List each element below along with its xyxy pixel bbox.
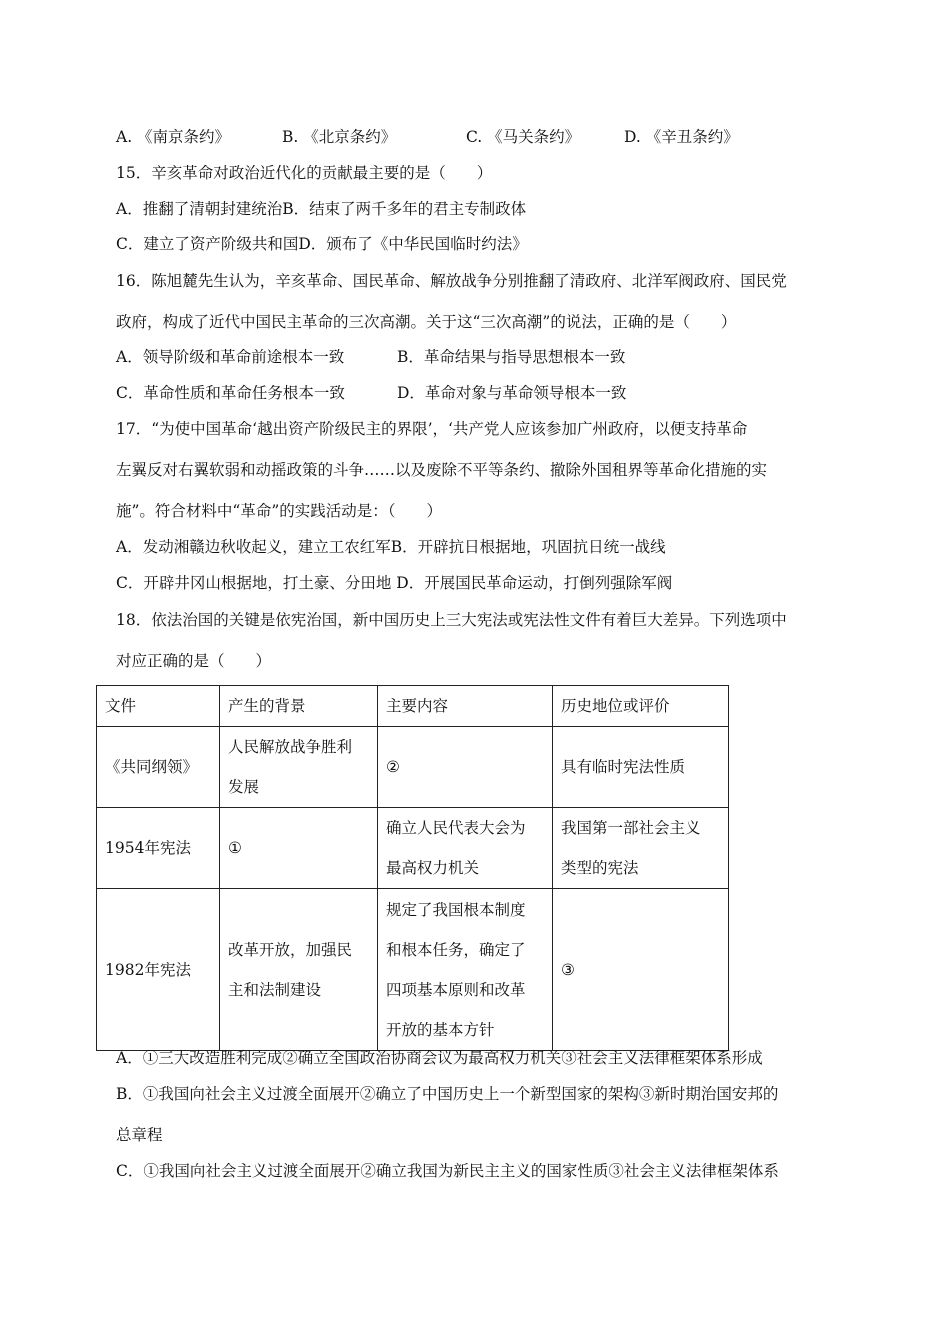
table-cell: ② [378,727,553,808]
constitution-comparison-table [96,685,729,1051]
q16-option-d: D．革命对象与革命领导根本一致 [397,384,627,402]
q14-option-b: B. 《北京条约》 [282,128,397,146]
table-cell: ① [220,808,378,889]
q17-options-cd: C．开辟井冈山根据地，打土豪、分田地 D．开展国民革命运动，打倒列强除军阀 [116,574,673,592]
q14-option-d: D. 《辛丑条约》 [624,128,739,146]
table-header-evaluation: 历史地位或评价 [553,686,729,727]
q18-option-a: A．①三大改造胜利完成②确立全国政治协商会议为最高权力机关③社会主义法律框架体系形成 [116,1049,763,1067]
table-row [97,889,729,1051]
q17-options-ab: A．发动湘赣边秋收起义，建立工农红军B．开辟抗日根据地，巩固抗日统一战线 [116,538,666,556]
table-header-row [97,686,729,727]
table-row [97,727,729,808]
table-row [97,808,729,889]
q16-option-c: C．革命性质和革命任务根本一致 [116,384,345,402]
q14-option-c: C. 《马关条约》 [466,128,581,146]
q18-option-b-line-1: B．①我国向社会主义过渡全面展开②确立了中国历史上一个新型国家的架构③新时期治国安邦的 [116,1085,779,1103]
table-header-content: 主要内容 [378,686,553,727]
q14-option-a: A. 《南京条约》 [116,128,231,146]
table-cell: 确立人民代表大会为 最高权力机关 [378,808,553,889]
q16-stem-line-2: 政府，构成了近代中国民主革命的三次高潮。关于这“三次高潮”的说法，正确的是（ ） [116,313,737,331]
table-cell: 1982年宪法 [97,889,220,1051]
q16-stem-line-1: 16．陈旭麓先生认为，辛亥革命、国民革命、解放战争分别推翻了清政府、北洋军阀政府、国民党 [116,272,787,290]
q15-stem: 15．辛亥革命对政治近代化的贡献最主要的是（ ） [116,164,493,182]
q18-stem-line-2: 对应正确的是（ ） [116,652,272,670]
table-cell: 1954年宪法 [97,808,220,889]
q18-option-b-line-2: 总章程 [116,1126,163,1144]
table-cell: 改革开放，加强民 主和法制建设 [220,889,378,1051]
q15-options-cd: C．建立了资产阶级共和国D．颁布了《中华民国临时约法》 [116,235,528,253]
q17-stem-line-2: 左翼反对右翼软弱和动摇政策的斗争……以及废除不平等条约、撤除外国租界等革命化措施的实 [116,461,768,479]
q16-option-b: B．革命结果与指导思想根本一致 [397,348,626,366]
table-cell: 我国第一部社会主义 类型的宪法 [553,808,729,889]
table-cell: 规定了我国根本制度 和根本任务，确定了 四项基本原则和改革 开放的基本方针 [378,889,553,1051]
table-cell: 具有临时宪法性质 [553,727,729,808]
q17-stem-line-1: 17．“为使中国革命‘越出资产阶级民主的界限’，‘共产党人应该参加广州政府，以便支持革命 [116,420,748,438]
q17-stem-line-3: 施”。符合材料中“革命”的实践活动是：（ ） [116,502,443,520]
q16-option-a: A．领导阶级和革命前途根本一致 [116,348,345,366]
table-cell: 《共同纲领》 [97,727,220,808]
q15-options-ab: A．推翻了清朝封建统治B．结束了两千多年的君主专制政体 [116,200,527,218]
table-cell: ③ [553,889,729,1051]
table-header-document: 文件 [97,686,220,727]
table-header-background: 产生的背景 [220,686,378,727]
q18-option-c: C．①我国向社会主义过渡全面展开②确立我国为新民主主义的国家性质③社会主义法律框架体系 [116,1162,779,1180]
q18-stem-line-1: 18．依法治国的关键是依宪治国，新中国历史上三大宪法或宪法性文件有着巨大差异。下列选项中 [116,611,787,629]
table-cell: 人民解放战争胜利 发展 [220,727,378,808]
